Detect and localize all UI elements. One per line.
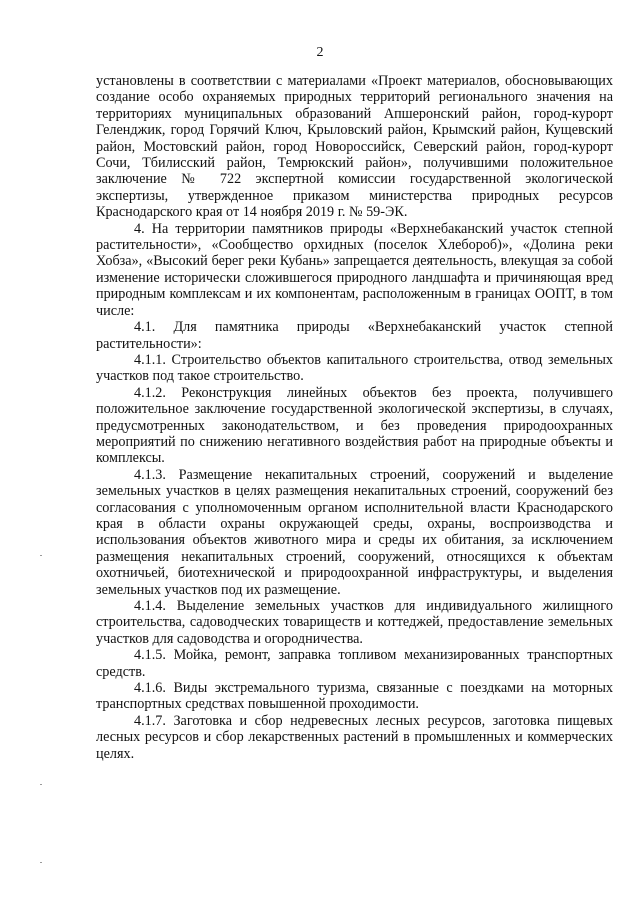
paragraph-4-1-5: 4.1.5. Мойка, ремонт, заправка топливом механизированных транспортных средств. (96, 647, 613, 680)
paragraph-4-1-7: 4.1.7. Заготовка и сбор недревесных лесных ресурсов, заготовка пищевых лесных ресурсов и сбор лекарственных растений в промышленных и коммерческих целях. (96, 712, 613, 762)
paragraph-4-1-6: 4.1.6. Виды экстремального туризма, связанные с поездками на моторных транспортных средствах повышенной проходимости. (96, 680, 613, 713)
document-body (96, 73, 613, 762)
paragraph-4-1-3: 4.1.3. Размещение некапитальных строений, сооружений и выделение земельных участков в целях размещения некапитальных строений, сооружений без согласования с уполномоченным органом исполнительной власти Краснодарского края в области охраны окружающей среды, охраны, воспроизводства и использования объектов животного мира и среды их обитания, за исключением размещения некапитальных строений, сооружений, относящихся к объектам охотничьей, биотехнической и природоохранной инфраструктуры, и выделения земельных участков под их размещение. (96, 466, 613, 598)
scan-artifact (40, 784, 42, 785)
paragraph-4-1: 4.1. Для памятника природы «Верхнебаканский участок степной растительности»: (96, 319, 613, 352)
scan-artifact (40, 862, 42, 863)
paragraph-4: 4. На территории памятников природы «Верхнебаканский участок степной растительности», «Сообщество орхидных (поселок Хлебороб)», «Долина реки Хобза», «Высокий берег реки Кубань» запрещается деятельность, влекущая за собой изменение исторически сложившегося природного ландшафта и причиняющая вред природным комплексам и их компонентам, расположенным в границах ООПТ, в том числе: (96, 220, 613, 319)
page-number: 2 (316, 45, 324, 60)
paragraph-4-1-2: 4.1.2. Реконструкция линейных объектов без проекта, получившего положительное заключение государственной экологической экспертизы, в случаях, предусмотренных законодательством, и без проведения природоохранных мероприятий по снижению негативного воздействия работ на природные объекты и комплексы. (96, 384, 613, 467)
paragraph-4-1-4: 4.1.4. Выделение земельных участков для индивидуального жилищного строительства, садоводческих товариществ и коттеджей, предоставление земельных участков для садоводства и огородничества. (96, 598, 613, 647)
scan-artifact (40, 555, 42, 556)
paragraph-4-1-1: 4.1.1. Строительство объектов капитального строительства, отвод земельных участков под такое строительство. (96, 351, 613, 385)
paragraph-continuation: установлены в соответствии с материалами «Проект материалов, обосновывающих создание особо охраняемых природных территорий регионального значения на территориях муниципальных образований Апшеронский район, город-курорт Геленджик, город Горячий Ключ, Крыловский район, Крымский район, Кущевский район, Мостовский район, город Новороссийск, Северский район, город-курорт Сочи, Тбилисский район, Темрюкский район», получившими положительное заключение № 722 экспертной комиссии государственной экологической экспертизы, утвержденное приказом министерства природных ресурсов Краснодарского края от 14 ноября 2019 г. № 59-ЭК. (96, 73, 613, 221)
